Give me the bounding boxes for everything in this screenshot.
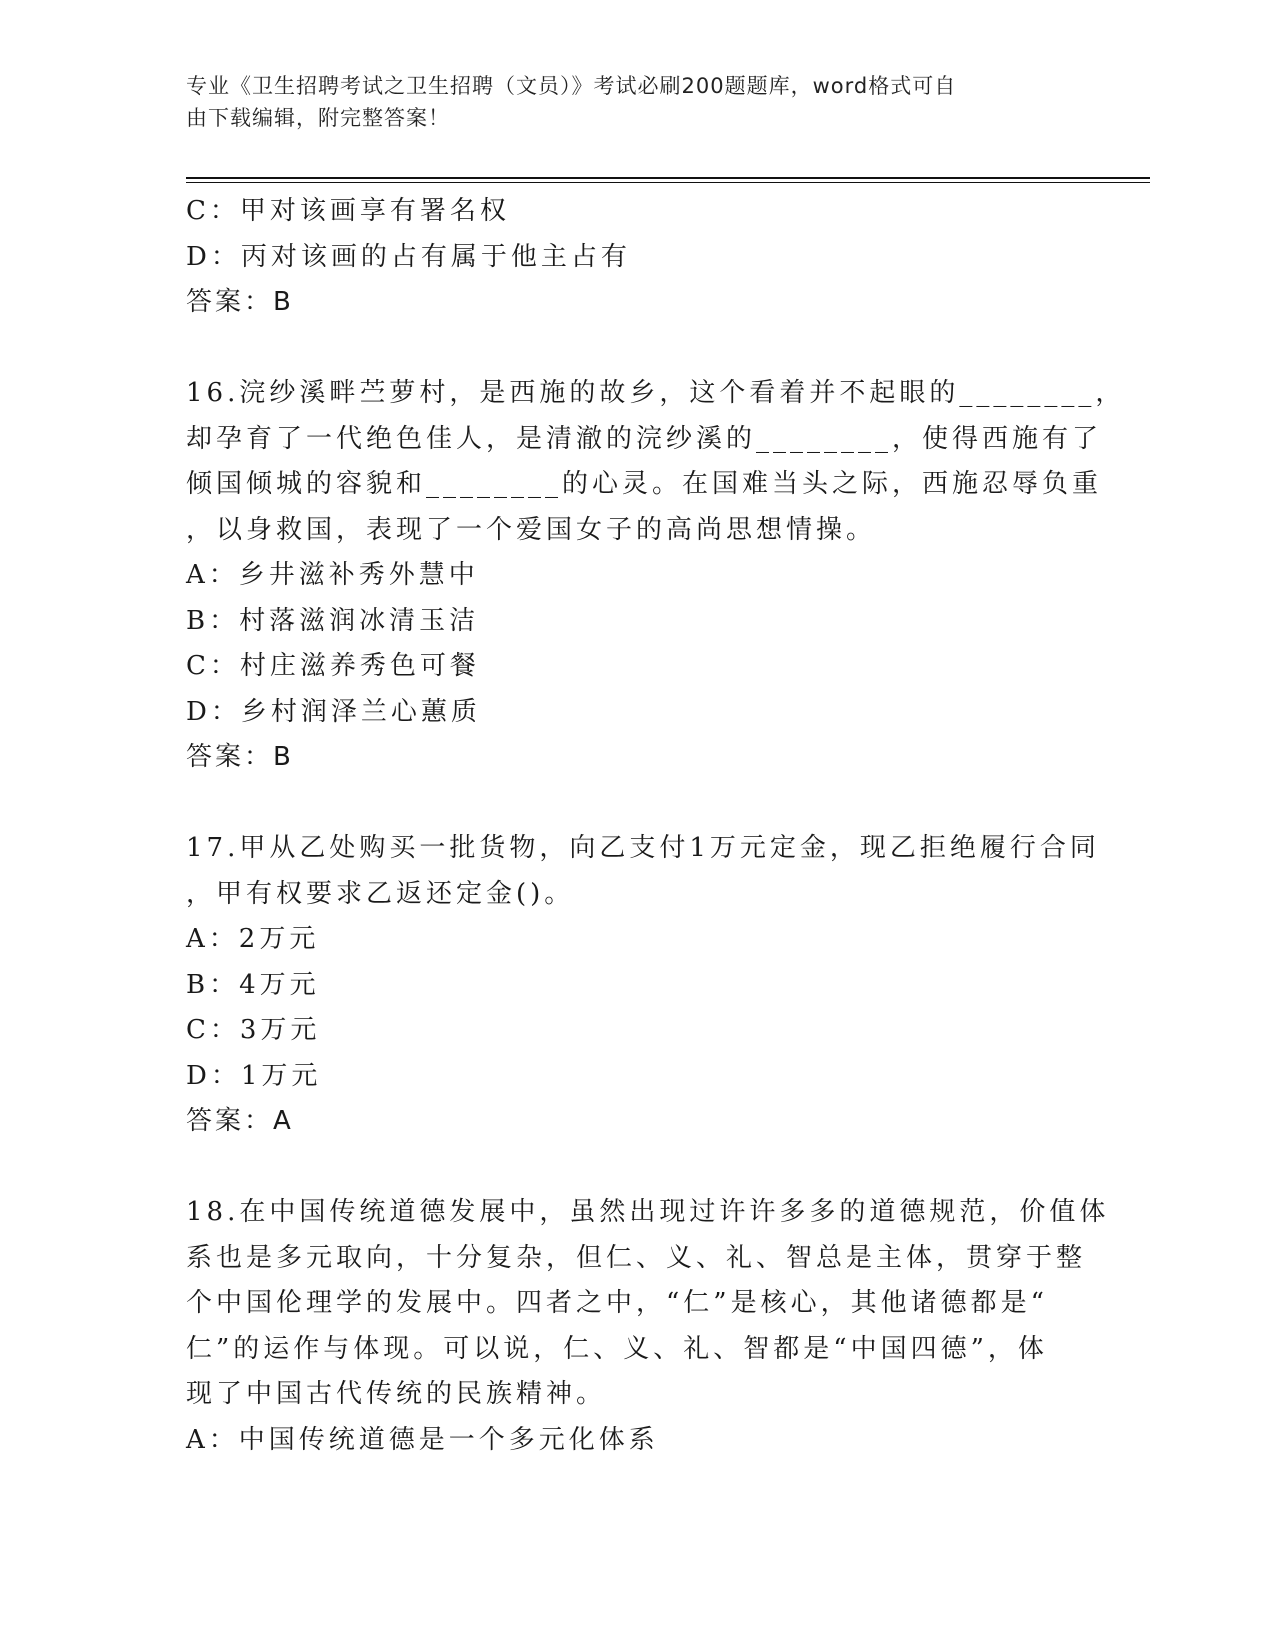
option-c: C：3万元 <box>186 1015 321 1045</box>
header-divider-thin <box>186 182 1150 183</box>
question-stem-line: 倾国倾城的容貌和________的心灵。在国难当头之际，西施忍辱负重 <box>186 469 1103 499</box>
option-a: A：中国传统道德是一个多元化体系 <box>186 1424 659 1455</box>
question-15-tail <box>186 189 1086 326</box>
question-stem-line: ，以身救国，表现了一个爱国女子的高尚思想情操。 <box>186 514 877 545</box>
option-a: A：乡井滋补秀外慧中 <box>186 560 479 590</box>
spacer <box>186 1145 1086 1191</box>
question-stem-line: 系也是多元取向，十分复杂，但仁、义、礼、智总是主体，贯穿于整 <box>186 1242 1087 1273</box>
option-d: D：丙对该画的占有属于他主占有 <box>186 241 631 272</box>
question-stem-line: 现了中国古代传统的民族精神。 <box>186 1379 607 1409</box>
option-d: D：乡村润泽兰心蕙质 <box>186 696 481 727</box>
option-a: A：2万元 <box>186 924 320 954</box>
document-body <box>186 189 1126 1463</box>
answer-line: 答案：A <box>186 1106 294 1136</box>
question-stem-line: ，甲有权要求乙返还定金()。 <box>186 878 575 909</box>
question-stem-line: 16.浣纱溪畔苎萝村，是西施的故乡，这个看着并不起眼的________， <box>186 378 1126 408</box>
answer-line: 答案：B <box>186 742 294 772</box>
header-divider <box>186 177 1150 179</box>
option-b: B：村落滋润冰清玉洁 <box>186 605 480 636</box>
question-stem-line: 个中国伦理学的发展中。四者之中，“仁”是核心，其他诸德都是“ <box>186 1288 1048 1318</box>
option-c: C：甲对该画享有署名权 <box>186 196 510 226</box>
spacer <box>186 781 1086 827</box>
document-header <box>186 70 1066 134</box>
question-stem-line: 仁”的运作与体现。可以说，仁、义、礼、智都是“中国四德”，体 <box>186 1333 1048 1364</box>
question-18 <box>186 1190 1110 1463</box>
question-17 <box>186 826 1100 1145</box>
question-stem-line: 17.甲从乙处购买一批货物，向乙支付1万元定金，现乙拒绝履行合同 <box>186 833 1100 863</box>
option-b: B：4万元 <box>186 969 320 1000</box>
header-line-2: 由下载编辑，附完整答案！ <box>186 106 450 130</box>
question-16 <box>186 371 1126 781</box>
option-c: C：村庄滋养秀色可餐 <box>186 651 480 681</box>
option-d: D：1万元 <box>186 1060 322 1091</box>
header-line-1: 专业《卫生招聘考试之卫生招聘（文员）》考试必刷200题题库，word格式可自 <box>186 74 957 98</box>
question-stem-line: 却孕育了一代绝色佳人，是清澈的浣纱溪的________，使得西施有了 <box>186 423 1103 454</box>
answer-line: 答案：B <box>186 287 294 317</box>
question-stem-line: 18.在中国传统道德发展中，虽然出现过许许多多的道德规范，价值体 <box>186 1197 1110 1227</box>
spacer <box>186 326 1086 372</box>
